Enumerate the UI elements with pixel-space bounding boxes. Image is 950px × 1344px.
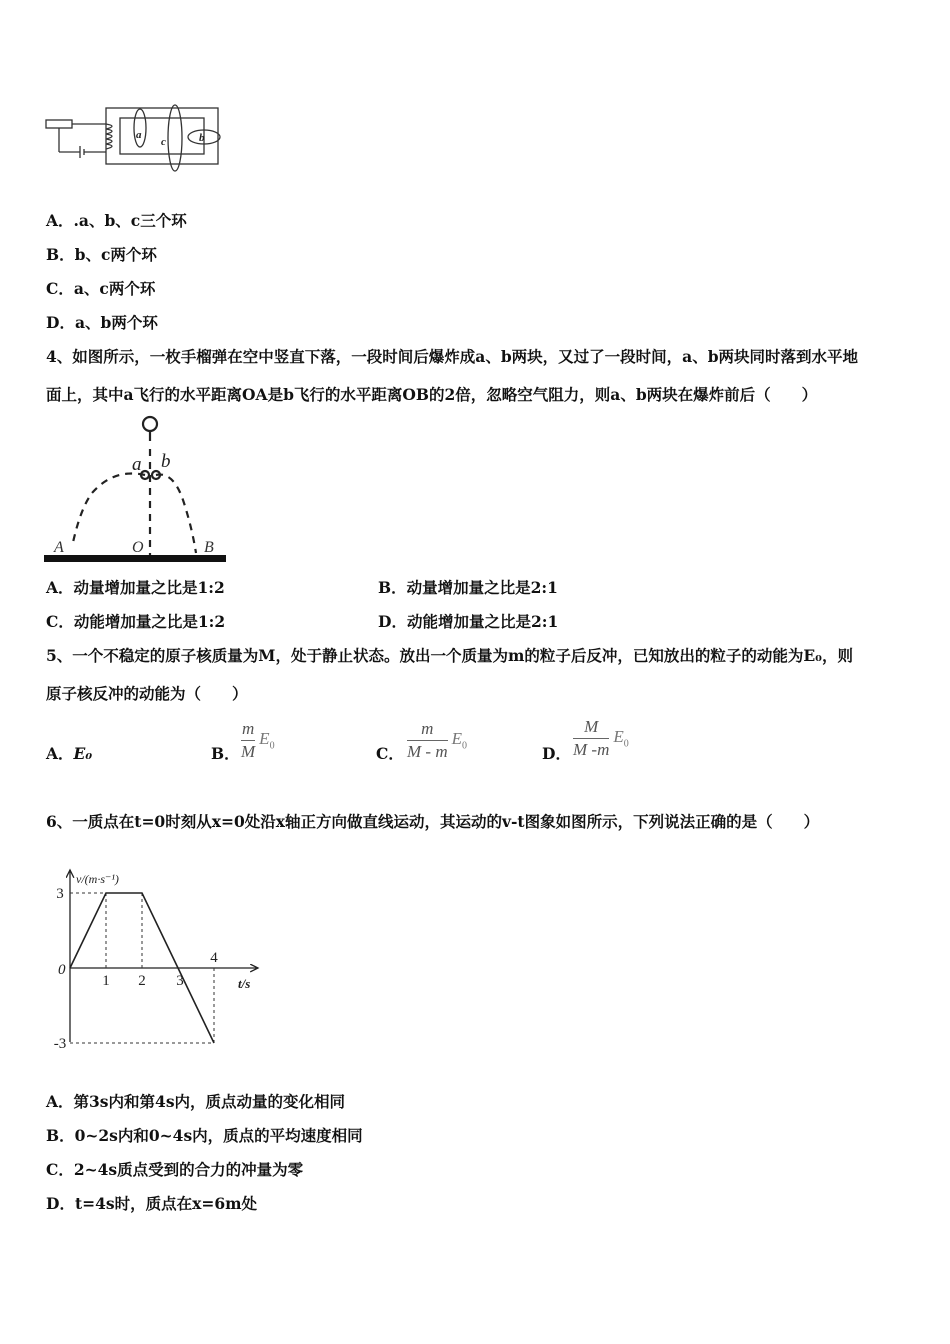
q3-ring-a [134, 109, 146, 147]
q5-option-d-label[interactable]: D． [542, 744, 571, 763]
q5-option-d-e-sub: 0 [623, 738, 629, 750]
origin-label: 0 [58, 962, 66, 978]
y-tick-3: 3 [56, 886, 64, 902]
q5-option-a[interactable] [46, 742, 92, 764]
q4-label-b: b [161, 451, 171, 472]
q5-option-d-e: E [613, 727, 624, 747]
y-axis-label: v/(m·s⁻¹) [76, 872, 119, 886]
q4-trajectory-diagram [44, 413, 226, 565]
q5-option-b-e: E [259, 729, 270, 749]
q3-option-a[interactable]: A．.a、b、c三个环 [46, 211, 187, 230]
q5-option-c-e: E [451, 729, 462, 749]
q4-stem-line2: 面上，其中a飞行的水平距离OA是b飞行的水平距离OB的2倍，忽略空气阻力，则a、b两块在爆炸前后（ ） [46, 385, 818, 404]
q4-grenade [143, 417, 157, 431]
q5-option-a-label: A． [46, 744, 74, 763]
x-tick-4: 4 [210, 950, 218, 966]
q5-option-c-numerator: m [421, 719, 434, 738]
q5-option-b-numerator: m [241, 719, 255, 738]
x-tick-2: 2 [138, 973, 146, 989]
q4-stem-line1: 4、如图所示，一枚手榴弹在空中竖直下落，一段时间后爆炸成a、b两块，又过了一段时间，a、b两块同时落到水平地 [46, 347, 859, 366]
q6-option-a[interactable]: A．第3s内和第4s内，质点动量的变化相同 [46, 1092, 346, 1111]
q3-rheostat [46, 120, 72, 128]
q4-path-a [72, 473, 145, 547]
q4-option-a[interactable]: A．动量增加量之比是1:2 [46, 578, 225, 597]
q5-option-a-value: E₀ [73, 744, 93, 763]
q6-vt-chart [40, 862, 270, 1052]
q5-option-c-e-sub: 0 [462, 740, 467, 752]
q3-circuit-diagram [44, 100, 224, 170]
q5-option-b-denominator: M [241, 742, 256, 761]
q5-option-c-denominator: M - m [407, 742, 448, 761]
q3-label-b: b [199, 132, 205, 144]
q4-path-b [156, 475, 196, 553]
q4-option-d[interactable]: D．动能增加量之比是2:1 [378, 612, 559, 631]
q6-stem-line1: 6、一质点在t=0时刻从x=0处沿x轴正方向做直线运动，其运动的v-t图象如图所示，下列说法正确的是（ ） [46, 812, 820, 831]
q5-option-b-formula [241, 718, 275, 763]
y-tick--3: -3 [53, 1036, 67, 1052]
q5-option-b-label[interactable]: B． [211, 744, 240, 763]
q4-label-O: O [132, 539, 144, 556]
q3-ring-c [168, 105, 182, 171]
x-tick-3: 3 [176, 973, 184, 989]
q5-option-c-formula [407, 718, 467, 763]
q6-option-d[interactable]: D．t=4s时，质点在x=6m处 [46, 1194, 258, 1213]
x-tick-1: 1 [102, 973, 110, 989]
q3-option-b[interactable]: B．b、c两个环 [46, 245, 157, 264]
q5-stem-line1: 5、一个不稳定的原子核质量为M，处于静止状态。放出一个质量为m的粒子后反冲，已知放出的粒子的动能为E₀，则 [46, 646, 853, 665]
q5-option-d-formula [573, 716, 629, 761]
q5-option-d-numerator: M [584, 717, 599, 736]
q4-option-c[interactable]: C．动能增加量之比是1:2 [46, 612, 226, 631]
q6-option-c[interactable]: C．2~4s质点受到的合力的冲量为零 [46, 1160, 304, 1179]
q5-option-b-e-sub: 0 [269, 740, 275, 752]
q4-option-b[interactable]: B．动量增加量之比是2:1 [378, 578, 558, 597]
q3-option-d[interactable]: D．a、b两个环 [46, 313, 158, 332]
q3-option-c[interactable]: C．a、c两个环 [46, 279, 156, 298]
q5-stem-line2: 原子核反冲的动能为（ ） [46, 684, 248, 703]
q4-ground [44, 555, 226, 562]
q6-option-b[interactable]: B．0~2s内和0~4s内，质点的平均速度相同 [46, 1126, 363, 1145]
q5-option-d-denominator: M -m [573, 740, 610, 759]
q3-label-a: a [136, 129, 142, 141]
q3-coil [106, 124, 112, 149]
q3-label-c: c [161, 136, 166, 148]
q4-label-A: A [54, 539, 64, 556]
x-axis-label: t/s [238, 976, 251, 991]
q5-option-c-label[interactable]: C． [376, 744, 404, 763]
q4-label-B: B [204, 539, 214, 556]
q4-label-a: a [132, 454, 142, 475]
